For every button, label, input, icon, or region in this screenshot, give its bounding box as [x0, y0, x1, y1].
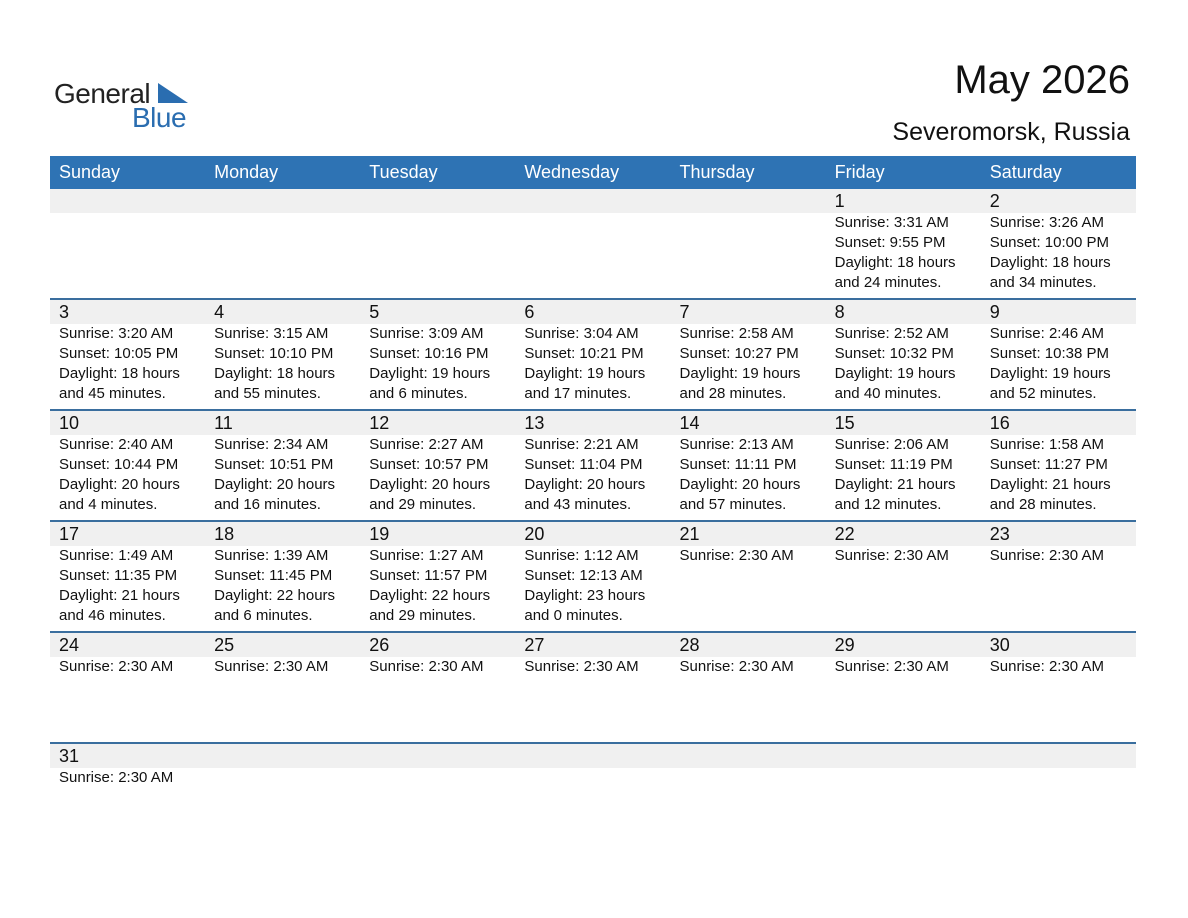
day-cell	[981, 522, 1136, 629]
day-info-line: Daylight: 18 hours	[59, 365, 180, 382]
day-cell	[50, 633, 205, 740]
day-cell	[515, 189, 670, 296]
weekday-monday: Monday	[214, 162, 279, 182]
day-cell	[360, 300, 515, 407]
day-cell	[360, 744, 515, 851]
day-cell	[205, 189, 360, 296]
day-cell	[515, 300, 670, 407]
day-info-line: Daylight: 20 hours	[214, 476, 336, 493]
day-cell	[50, 300, 205, 407]
day-info-line: and 16 minutes.	[214, 496, 321, 513]
day-number: 21	[679, 524, 700, 544]
day-info-line: Sunset: 10:16 PM	[369, 345, 489, 362]
day-number: 18	[214, 524, 235, 544]
day-info-line: Sunrise: 3:15 AM	[214, 325, 329, 342]
day-info-line: Sunrise: 2:30 AM	[834, 658, 949, 675]
day-cell	[360, 633, 515, 740]
day-info-line: and 28 minutes.	[679, 385, 787, 402]
weekday-sunday: Sunday	[59, 162, 121, 182]
day-number: 17	[59, 524, 80, 544]
day-cell	[50, 411, 205, 518]
day-info-line: Sunset: 10:05 PM	[59, 345, 179, 362]
day-info-line: Sunset: 11:45 PM	[214, 567, 333, 584]
day-info-line: Sunset: 11:57 PM	[369, 567, 488, 584]
day-cell	[205, 411, 360, 518]
day-info-line: Daylight: 21 hours	[989, 476, 1111, 493]
day-info-line: Sunrise: 2:30 AM	[59, 658, 174, 675]
day-number: 3	[59, 302, 70, 322]
day-number: 29	[834, 635, 855, 655]
day-cell	[205, 522, 360, 629]
day-info-line: Daylight: 18 hours	[989, 254, 1111, 271]
day-info-line: and 29 minutes.	[369, 496, 476, 513]
day-info-line: Sunset: 11:04 PM	[524, 456, 643, 473]
day-info-line: and 6 minutes.	[369, 385, 468, 402]
day-info-line: Sunrise: 2:30 AM	[214, 658, 329, 675]
day-info-line: Sunrise: 2:30 AM	[369, 658, 484, 675]
day-number: 24	[59, 635, 80, 655]
day-info-line: and 52 minutes.	[989, 385, 1097, 402]
day-number: 14	[679, 413, 700, 433]
day-number: 13	[524, 413, 545, 433]
day-info-line: Daylight: 19 hours	[989, 365, 1111, 382]
day-info-line: Sunset: 10:00 PM	[989, 234, 1109, 251]
day-info-line: Daylight: 21 hours	[59, 587, 180, 604]
calendar-week	[50, 189, 1136, 298]
day-cell	[50, 522, 205, 629]
day-info-line: Sunrise: 2:21 AM	[524, 436, 639, 453]
page-title: May 2026	[954, 58, 1130, 102]
day-info-line: Sunrise: 2:40 AM	[59, 436, 174, 453]
day-info-line: Daylight: 21 hours	[834, 476, 956, 493]
day-info-line: and 12 minutes.	[834, 496, 942, 513]
weekday-header	[50, 156, 1136, 189]
day-cell	[981, 633, 1136, 740]
day-info-line: and 45 minutes.	[59, 385, 166, 402]
day-number: 26	[369, 635, 390, 655]
day-info-line: and 24 minutes.	[834, 274, 942, 291]
day-cell	[205, 633, 360, 740]
day-info-line: Daylight: 20 hours	[59, 476, 180, 493]
day-info-line: Sunrise: 2:30 AM	[679, 658, 794, 675]
weekday-wednesday: Wednesday	[524, 162, 620, 182]
day-info-line: Sunset: 10:10 PM	[214, 345, 334, 362]
day-number: 10	[59, 413, 80, 433]
day-number: 12	[369, 413, 390, 433]
day-info-line: Daylight: 19 hours	[524, 365, 646, 382]
week-days	[50, 522, 1136, 629]
day-info-line: Sunset: 11:27 PM	[989, 456, 1108, 473]
day-cell	[671, 744, 826, 851]
week-days	[50, 744, 1136, 851]
day-cell	[671, 411, 826, 518]
day-number: 11	[214, 413, 233, 433]
day-info-line: Sunset: 10:38 PM	[989, 345, 1109, 362]
day-info-line: Sunset: 12:13 AM	[524, 567, 643, 584]
day-info-line: Sunset: 9:55 PM	[834, 234, 946, 251]
calendar-weeks	[50, 189, 1136, 853]
day-info-line: Daylight: 18 hours	[214, 365, 336, 382]
day-info-line: and 4 minutes.	[59, 496, 158, 513]
day-info-line: Sunrise: 2:30 AM	[834, 547, 949, 564]
day-number: 7	[679, 302, 690, 322]
day-info-line: Sunrise: 2:30 AM	[989, 658, 1104, 675]
day-info-line: Daylight: 18 hours	[834, 254, 956, 271]
day-info-line: Sunrise: 2:06 AM	[834, 436, 949, 453]
day-info-line: and 46 minutes.	[59, 607, 166, 624]
week-days	[50, 633, 1136, 740]
day-number: 31	[59, 746, 80, 766]
calendar-week	[50, 631, 1136, 742]
day-info-line: and 6 minutes.	[214, 607, 313, 624]
day-info-line: and 0 minutes.	[524, 607, 623, 624]
day-number: 30	[989, 635, 1010, 655]
day-number: 20	[524, 524, 545, 544]
day-info-line: Sunset: 10:27 PM	[679, 345, 799, 362]
day-info-line: Sunset: 10:51 PM	[214, 456, 334, 473]
day-cell	[981, 189, 1136, 296]
day-info-line: Sunrise: 2:30 AM	[59, 769, 174, 786]
day-cell	[205, 744, 360, 851]
day-info-line: Sunrise: 2:52 AM	[834, 325, 949, 342]
day-info-line: Sunset: 11:19 PM	[834, 456, 953, 473]
day-number: 15	[834, 413, 855, 433]
day-cell	[826, 744, 981, 851]
day-cell	[50, 189, 205, 296]
day-info-line: Daylight: 22 hours	[369, 587, 491, 604]
day-number: 22	[834, 524, 855, 544]
day-info-line: Daylight: 20 hours	[679, 476, 801, 493]
weekday-tuesday: Tuesday	[369, 162, 438, 182]
day-info-line: Daylight: 19 hours	[679, 365, 801, 382]
day-info-line: and 55 minutes.	[214, 385, 321, 402]
day-info-line: Sunrise: 2:46 AM	[989, 325, 1104, 342]
day-info-line: and 57 minutes.	[679, 496, 787, 513]
day-cell	[826, 522, 981, 629]
day-number: 19	[369, 524, 390, 544]
calendar-week	[50, 409, 1136, 520]
week-days	[50, 411, 1136, 518]
day-info-line: Daylight: 19 hours	[834, 365, 956, 382]
day-info-line: Sunset: 10:21 PM	[524, 345, 644, 362]
logo-blue-text: Blue	[132, 102, 187, 133]
week-days	[50, 189, 1136, 296]
day-cell	[360, 411, 515, 518]
day-cell	[515, 411, 670, 518]
day-info-line: Daylight: 22 hours	[214, 587, 336, 604]
day-info-line: Daylight: 19 hours	[369, 365, 491, 382]
day-info-line: Sunrise: 1:39 AM	[214, 547, 329, 564]
day-info-line: Sunrise: 1:49 AM	[59, 547, 174, 564]
day-info-line: Sunset: 10:32 PM	[834, 345, 954, 362]
day-cell	[826, 189, 981, 296]
day-info-line: Sunrise: 3:09 AM	[369, 325, 484, 342]
day-cell	[50, 744, 205, 851]
day-info-line: Sunrise: 2:30 AM	[989, 547, 1104, 564]
day-number: 9	[989, 302, 1000, 322]
day-number: 23	[989, 524, 1010, 544]
day-info-line: Sunrise: 1:27 AM	[369, 547, 484, 564]
day-info-line: Daylight: 20 hours	[369, 476, 491, 493]
day-info-line: Sunrise: 2:27 AM	[369, 436, 484, 453]
calendar-week	[50, 298, 1136, 409]
day-info-line: Sunset: 11:35 PM	[59, 567, 178, 584]
day-cell	[515, 522, 670, 629]
day-number: 28	[679, 635, 700, 655]
day-info-line: Sunset: 11:11 PM	[679, 456, 797, 473]
calendar	[50, 156, 1136, 853]
day-info-line: Sunrise: 3:04 AM	[524, 325, 639, 342]
calendar-week	[50, 520, 1136, 631]
day-info-line: Sunset: 10:57 PM	[369, 456, 489, 473]
day-number: 2	[989, 191, 1000, 211]
day-cell	[981, 744, 1136, 851]
day-number: 5	[369, 302, 380, 322]
day-cell	[826, 633, 981, 740]
day-number: 27	[524, 635, 545, 655]
calendar-week	[50, 742, 1136, 853]
day-info-line: Sunrise: 2:58 AM	[679, 325, 794, 342]
day-cell	[671, 522, 826, 629]
day-number: 25	[214, 635, 235, 655]
day-info-line: Sunrise: 1:58 AM	[989, 436, 1104, 453]
day-cell	[671, 300, 826, 407]
day-info-line: Daylight: 20 hours	[524, 476, 646, 493]
day-number: 6	[524, 302, 535, 322]
day-info-line: Sunrise: 2:30 AM	[524, 658, 639, 675]
day-number: 16	[989, 413, 1010, 433]
day-number: 8	[834, 302, 845, 322]
day-number: 4	[214, 302, 225, 322]
day-info-line: Sunrise: 2:13 AM	[679, 436, 794, 453]
day-info-line: Sunset: 10:44 PM	[59, 456, 179, 473]
day-info-line: Sunrise: 2:34 AM	[214, 436, 329, 453]
day-info-line: and 40 minutes.	[834, 385, 942, 402]
day-cell	[671, 189, 826, 296]
day-info-line: Sunrise: 3:20 AM	[59, 325, 174, 342]
day-number: 1	[834, 191, 845, 211]
day-cell	[515, 633, 670, 740]
logo-triangle-icon	[158, 83, 188, 103]
logo	[54, 78, 204, 134]
day-cell	[205, 300, 360, 407]
day-cell	[826, 300, 981, 407]
day-cell	[826, 411, 981, 518]
day-info-line: Sunrise: 1:12 AM	[524, 547, 639, 564]
day-info-line: Daylight: 23 hours	[524, 587, 646, 604]
day-cell	[360, 189, 515, 296]
day-info-line: and 43 minutes.	[524, 496, 632, 513]
day-info-line: and 29 minutes.	[369, 607, 476, 624]
day-info-line: Sunrise: 3:26 AM	[989, 214, 1104, 231]
weekday-saturday: Saturday	[989, 162, 1062, 182]
day-info-line: and 17 minutes.	[524, 385, 632, 402]
weekday-thursday: Thursday	[679, 162, 755, 182]
day-cell	[360, 522, 515, 629]
day-info-line: and 28 minutes.	[989, 496, 1097, 513]
location-subtitle: Severomorsk, Russia	[892, 118, 1130, 146]
day-info-line: Sunrise: 2:30 AM	[679, 547, 794, 564]
day-cell	[671, 633, 826, 740]
day-info-line: and 34 minutes.	[989, 274, 1097, 291]
logo-general-text: General	[54, 78, 151, 109]
weekday-friday: Friday	[834, 162, 885, 182]
day-info-line: Sunrise: 3:31 AM	[834, 214, 949, 231]
day-cell	[981, 300, 1136, 407]
day-cell	[981, 411, 1136, 518]
week-days	[50, 300, 1136, 407]
day-cell	[515, 744, 670, 851]
